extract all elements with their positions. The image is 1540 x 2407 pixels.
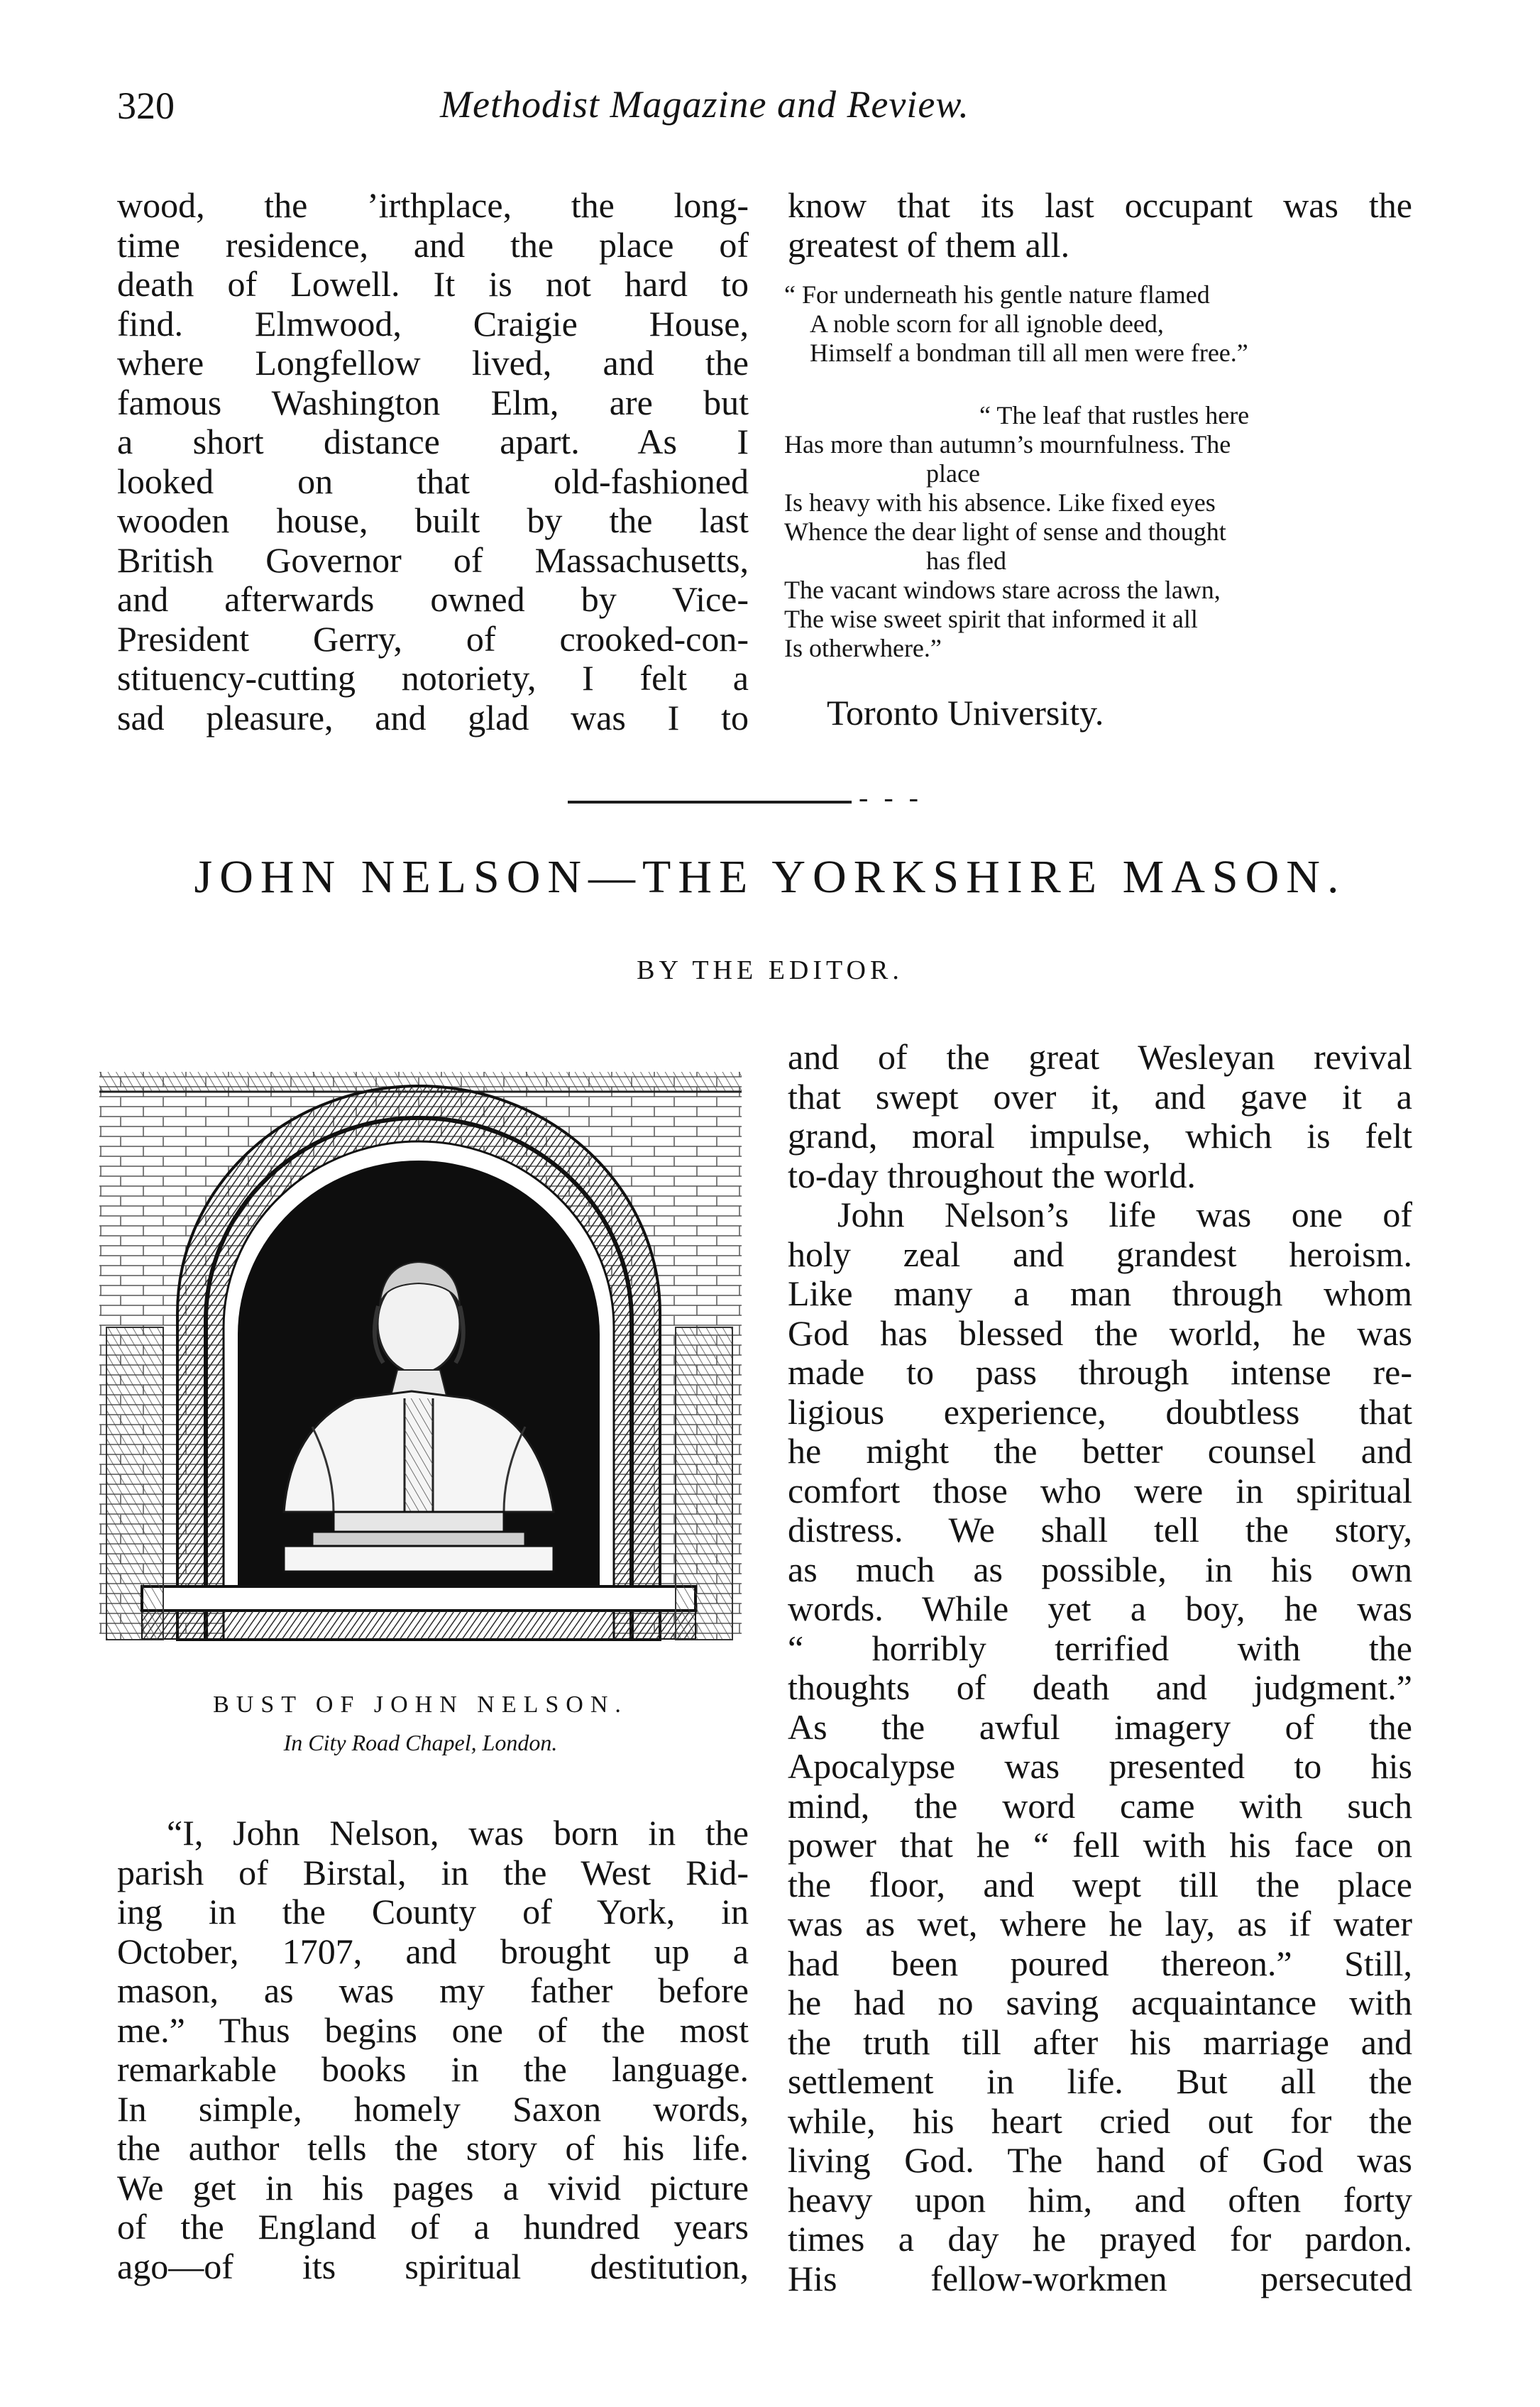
bottom-left-column bbox=[117, 1814, 749, 2286]
article-byline: BY THE EDITOR. bbox=[637, 955, 903, 985]
running-title: Methodist Magazine and Review. bbox=[440, 83, 969, 126]
poem-line: has fled bbox=[926, 547, 1006, 575]
text-line: while, his heart cried out for the bbox=[788, 2100, 1412, 2141]
text-line: heavy upon him, and often forty bbox=[788, 2179, 1412, 2220]
text-line: me.” Thus begins one of the most bbox=[117, 2010, 749, 2050]
text-line: settlement in life. But all the bbox=[788, 2061, 1412, 2101]
text-line: of the England of a hundred years bbox=[117, 2207, 749, 2247]
text-line: a short distance apart. As I bbox=[117, 422, 749, 461]
text-line: the floor, and wept till the place bbox=[788, 1864, 1412, 1904]
text-line: Like many a man through whom bbox=[788, 1273, 1412, 1313]
section-divider bbox=[568, 801, 852, 804]
text-line: the author tells the story of his life. bbox=[117, 2128, 749, 2168]
poem-line: Whence the dear light of sense and thought bbox=[784, 517, 1226, 546]
bottom-right-column bbox=[788, 1038, 1412, 2298]
text-line: famous Washington Elm, are but bbox=[117, 382, 749, 422]
poem-line: “ The leaf that rustles here bbox=[979, 401, 1250, 429]
text-line: the truth till after his marriage and bbox=[788, 2022, 1412, 2062]
text-line: wood, the ’irthplace, the long- bbox=[117, 185, 749, 225]
poem-line: “ For underneath his gentle nature flamed bbox=[784, 280, 1210, 309]
text-line: and afterwards owned by Vice- bbox=[117, 579, 749, 619]
text-line: death of Lowell. It is not hard to bbox=[117, 264, 749, 304]
text-line: ing in the County of York, in bbox=[117, 1892, 749, 1931]
text-line: mind, the word came with such bbox=[788, 1785, 1412, 1826]
divider-dashes: - - - bbox=[859, 782, 923, 813]
text-line: sad pleasure, and glad was I to bbox=[117, 697, 749, 738]
poem-line: The vacant windows stare across the lawn, bbox=[784, 576, 1221, 604]
text-line: he might the better counsel and bbox=[788, 1431, 1412, 1471]
text-line: wooden house, built by the last bbox=[117, 500, 749, 540]
text-line: made to pass through intense re- bbox=[788, 1352, 1412, 1392]
text-line: and of the great Wesleyan revival bbox=[788, 1037, 1412, 1077]
bust-engraving bbox=[99, 1058, 742, 1668]
text-line: John Nelson’s life was one of bbox=[837, 1195, 1412, 1234]
text-line: looked on that old-fashioned bbox=[117, 461, 749, 501]
text-line: comfort those who were in spiritual bbox=[788, 1470, 1412, 1510]
text-line: time residence, and the place of bbox=[117, 224, 749, 265]
text-line: he had no saving acquaintance with bbox=[788, 1983, 1412, 2022]
text-line: parish of Birstal, in the West Rid- bbox=[117, 1852, 749, 1892]
bust-illustration bbox=[99, 1058, 742, 1668]
text-line: distress. We shall tell the story, bbox=[788, 1510, 1412, 1550]
text-line: We get in his pages a vivid picture bbox=[117, 2167, 749, 2208]
top-left-column bbox=[117, 186, 749, 738]
text-line: As the awful imagery of the bbox=[788, 1706, 1412, 1747]
text-line: words. While yet a boy, he was bbox=[788, 1589, 1412, 1628]
poem-line: A noble scorn for all ignoble deed, bbox=[810, 309, 1164, 338]
text-line: “I, John Nelson, was born in the bbox=[167, 1813, 749, 1853]
article-title: JOHN NELSON—THE YORKSHIRE MASON. bbox=[194, 851, 1346, 903]
text-line: stituency-cutting notoriety, I felt a bbox=[117, 658, 749, 698]
text-line: holy zeal and grandest heroism. bbox=[788, 1234, 1412, 1274]
poem-stanza-2 bbox=[784, 401, 1249, 663]
text-line: “ horribly terrified with the bbox=[788, 1628, 1412, 1668]
text-line: mason, as was my father before bbox=[117, 1970, 749, 2010]
text-line: God has blessed the world, he was bbox=[788, 1312, 1412, 1353]
text-line: times a day he prayed for pardon. bbox=[788, 2219, 1412, 2259]
text-line: greatest of them all. bbox=[788, 224, 1070, 265]
poem-line: Is otherwhere.” bbox=[784, 634, 942, 662]
figure-caption-title: BUST OF JOHN NELSON. bbox=[213, 1692, 628, 1718]
poem-line: Himself a bondman till all men were free.” bbox=[810, 339, 1248, 367]
text-line: thoughts of death and judgment.” bbox=[788, 1667, 1412, 1707]
text-line: British Governor of Massachusetts, bbox=[117, 539, 749, 580]
poem-line: place bbox=[926, 459, 980, 488]
text-line: In simple, homely Saxon words, bbox=[117, 2088, 749, 2129]
text-line: as much as possible, in his own bbox=[788, 1549, 1412, 1589]
poem-stanza-1 bbox=[784, 280, 1248, 368]
text-line: living God. The hand of God was bbox=[788, 2140, 1412, 2180]
top-right-column bbox=[788, 186, 1412, 265]
signature: Toronto University. bbox=[827, 693, 1104, 733]
text-line: October, 1707, and brought up a bbox=[117, 1931, 749, 1971]
text-line: power that he “ fell with his face on bbox=[788, 1825, 1412, 1865]
text-line: to-day throughout the world. bbox=[788, 1155, 1196, 1195]
text-line: know that its last occupant was the bbox=[788, 185, 1412, 225]
text-line: that swept over it, and gave it a bbox=[788, 1076, 1412, 1117]
text-line: President Gerry, of crooked-con- bbox=[117, 618, 749, 659]
text-line: had been poured thereon.” Still, bbox=[788, 1943, 1412, 1983]
figure-caption-subtitle: In City Road Chapel, London. bbox=[283, 1730, 558, 1755]
text-line: find. Elmwood, Craigie House, bbox=[117, 303, 749, 344]
text-line: Apocalypse was presented to his bbox=[788, 1746, 1412, 1786]
text-line: where Longfellow lived, and the bbox=[117, 343, 749, 383]
text-line: remarkable books in the language. bbox=[117, 2049, 749, 2089]
text-line: ligious experience, doubtless that bbox=[788, 1391, 1412, 1432]
page-number: 320 bbox=[117, 84, 175, 127]
text-line: grand, moral impulse, which is felt bbox=[788, 1116, 1412, 1156]
text-line: His fellow-workmen persecuted bbox=[788, 2258, 1412, 2298]
poem-line: Is heavy with his absence. Like fixed eyes bbox=[784, 488, 1216, 517]
text-line: was as wet, where he lay, as if water bbox=[788, 1904, 1412, 1943]
poem-line: The wise sweet spirit that informed it all bbox=[784, 605, 1198, 633]
text-line: ago—of its spiritual destitution, bbox=[117, 2246, 749, 2286]
poem-line: Has more than autumn’s mournfulness. The bbox=[784, 430, 1231, 459]
